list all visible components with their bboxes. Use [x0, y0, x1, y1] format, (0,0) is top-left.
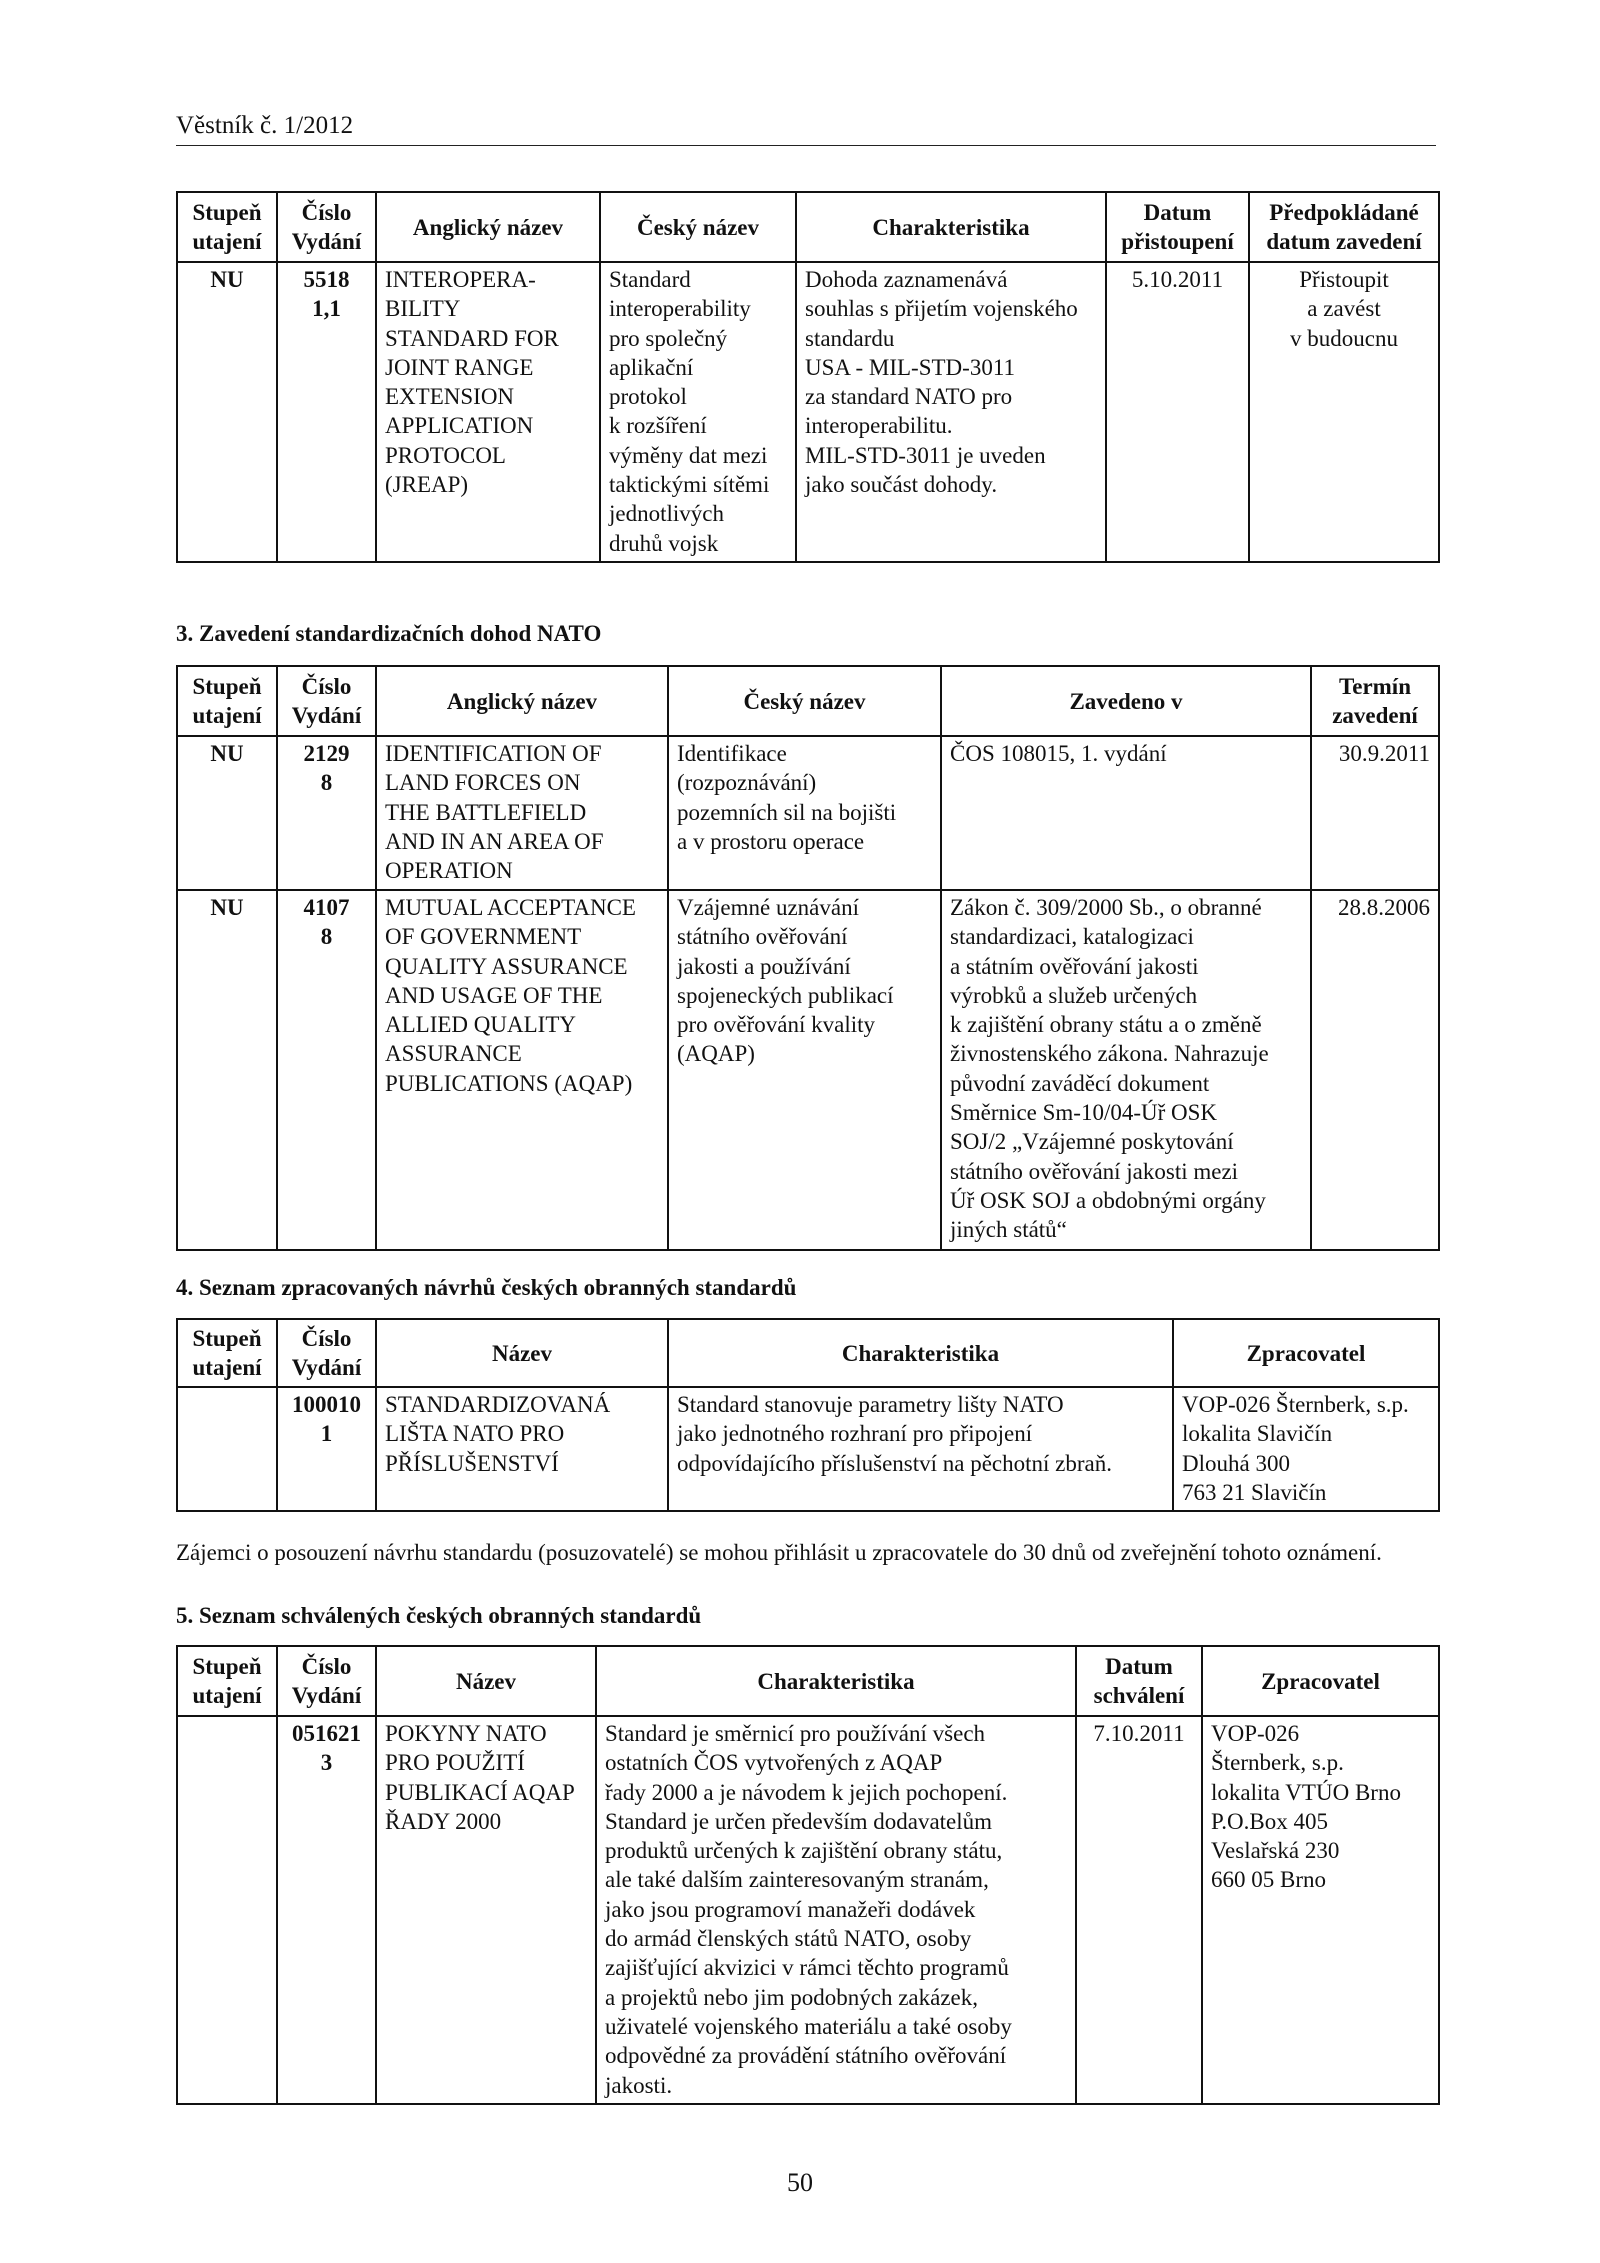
cell-stupen: NU: [177, 262, 277, 562]
table-row: [177, 262, 1439, 562]
cell-termin: 28.8.2006: [1311, 890, 1439, 1250]
table-row: [177, 1387, 1439, 1511]
col-header-stupen: Stupeň utajení: [177, 666, 277, 736]
table-row: [177, 1716, 1439, 2104]
table-header-row: [177, 192, 1439, 262]
col-header-nazev: Název: [376, 1319, 668, 1387]
implementation-table: [176, 665, 1440, 1251]
drafts-table: [176, 1318, 1440, 1512]
col-header-anglicky: Anglický název: [376, 666, 668, 736]
col-header-zpracovatel: Zpracovatel: [1202, 1646, 1439, 1716]
section-title-5: 5. Seznam schválených českých obranných standardů: [176, 1603, 702, 1628]
cell-cesky: Standard interoperability pro společný aplikační protokol k rozšíření výměny dat mezi taktickými sítěmi jednotlivých druhů vojsk: [600, 262, 796, 562]
cell-cesky: Identifikace (rozpoznávání) pozemních sil na bojišti a v prostoru operace: [668, 736, 941, 890]
col-header-termin: Termín zavedení: [1311, 666, 1439, 736]
page-number: 50: [787, 2168, 813, 2197]
cell-charakteristika: Standard je směrnicí pro používání všech ostatních ČOS vytvořených z AQAP řady 2000 a je návodem k jejich pochopení. Standard je určen především dodavatelům produktů určených k zajištění obrany státu, ale také dalším zainteresovaným stranám, jako jsou programoví manažeři dodávek do armád členských států NATO, osoby zajišťující akvizici v rámci těchto programů a projektů nebo jim podobných zakázek, uživatelé vojenského materiálu a také osoby odpovědné za provádění státního ověřování jakosti.: [596, 1716, 1076, 2104]
col-header-cislo: Číslo Vydání: [277, 666, 376, 736]
col-header-charakteristika: Charakteristika: [668, 1319, 1173, 1387]
col-header-datum-schvaleni: Datum schválení: [1076, 1646, 1202, 1716]
cell-charakteristika: Standard stanovuje parametry lišty NATO jako jednotného rozhraní pro připojení odpovídajícího příslušenství na pěchotní zbraň.: [668, 1387, 1173, 1511]
cell-stupen: [177, 1387, 277, 1511]
cell-zpracovatel: VOP-026 Šternberk, s.p. lokalita Slavičín Dlouhá 300 763 21 Slavičín: [1173, 1387, 1439, 1511]
section-title-4: 4. Seznam zpracovaných návrhů českých obranných standardů: [176, 1275, 797, 1300]
cell-stupen: NU: [177, 736, 277, 890]
cell-charakteristika: Dohoda zaznamenává souhlas s přijetím vojenského standardu USA - MIL-STD-3011 za standard NATO pro interoperabilitu. MIL-STD-3011 je uveden jako součást dohody.: [796, 262, 1106, 562]
col-header-stupen: Stupeň utajení: [177, 1646, 277, 1716]
table-row: [177, 736, 1439, 890]
cell-predpoklad: Přistoupit a zavést v budoucnu: [1249, 262, 1439, 562]
cell-stupen: NU: [177, 890, 277, 1250]
col-header-cesky: Český název: [668, 666, 941, 736]
cell-cislo: 051621 3: [277, 1716, 376, 2104]
table-header-row: [177, 666, 1439, 736]
col-header-nazev: Název: [376, 1646, 596, 1716]
page-header: Věstník č. 1/2012: [176, 112, 1436, 146]
cell-anglicky: IDENTIFICATION OF LAND FORCES ON THE BATTLEFIELD AND IN AN AREA OF OPERATION: [376, 736, 668, 890]
col-header-charakteristika: Charakteristika: [796, 192, 1106, 262]
col-header-zpracovatel: Zpracovatel: [1173, 1319, 1439, 1387]
col-header-stupen: Stupeň utajení: [177, 1319, 277, 1387]
table-row: [177, 890, 1439, 1250]
cell-anglicky: MUTUAL ACCEPTANCE OF GOVERNMENT QUALITY ASSURANCE AND USAGE OF THE ALLIED QUALITY ASSURANCE PUBLICATIONS (AQAP): [376, 890, 668, 1250]
accession-table: [176, 191, 1440, 563]
cell-datum: 7.10.2011: [1076, 1716, 1202, 2104]
approved-table: [176, 1645, 1440, 2105]
col-header-charakteristika: Charakteristika: [596, 1646, 1076, 1716]
col-header-cislo: Číslo Vydání: [277, 1646, 376, 1716]
cell-cislo: 2129 8: [277, 736, 376, 890]
col-header-datum: Datum přistoupení: [1106, 192, 1249, 262]
cell-anglicky: INTEROPERA- BILITY STANDARD FOR JOINT RANGE EXTENSION APPLICATION PROTOCOL (JREAP): [376, 262, 600, 562]
section-title-3: 3. Zavedení standardizačních dohod NATO: [176, 621, 602, 646]
cell-nazev: STANDARDIZOVANÁ LIŠTA NATO PRO PŘÍSLUŠENSTVÍ: [376, 1387, 668, 1511]
cell-nazev: POKYNY NATO PRO POUŽITÍ PUBLIKACÍ AQAP ŘADY 2000: [376, 1716, 596, 2104]
col-header-stupen: Stupeň utajení: [177, 192, 277, 262]
col-header-cislo: Číslo Vydání: [277, 1319, 376, 1387]
cell-zpracovatel: VOP-026 Šternberk, s.p. lokalita VTÚO Brno P.O.Box 405 Veslařská 230 660 05 Brno: [1202, 1716, 1439, 2104]
table-header-row: [177, 1646, 1439, 1716]
cell-stupen: [177, 1716, 277, 2104]
col-header-zavedeno: Zavedeno v: [941, 666, 1311, 736]
col-header-anglicky: Anglický název: [376, 192, 600, 262]
notice-text: Zájemci o posouzení návrhu standardu (posuzovatelé) se mohou přihlásit u zpracovatele do 30 dnů od zveřejnění tohoto oznámení.: [176, 1540, 1382, 1565]
cell-cislo: 100010 1: [277, 1387, 376, 1511]
cell-cislo: 4107 8: [277, 890, 376, 1250]
cell-cislo: 5518 1,1: [277, 262, 376, 562]
cell-cesky: Vzájemné uznávání státního ověřování jakosti a používání spojeneckých publikací pro ověřování kvality (AQAP): [668, 890, 941, 1250]
col-header-predpoklad: Předpokládané datum zavedení: [1249, 192, 1439, 262]
table-header-row: [177, 1319, 1439, 1387]
cell-datum: 5.10.2011: [1106, 262, 1249, 562]
col-header-cesky: Český název: [600, 192, 796, 262]
cell-termin: 30.9.2011: [1311, 736, 1439, 890]
cell-zavedeno: Zákon č. 309/2000 Sb., o obranné standardizaci, katalogizaci a státním ověřování jakosti výrobků a služeb určených k zajištění obrany státu a o změně živnostenského zákona. Nahrazuje původní zaváděcí dokument Směrnice Sm-10/04-Úř OSK SOJ/2 „Vzájemné poskytování státního ověřování jakosti mezi Úř OSK SOJ a obdobnými orgány jiných států“: [941, 890, 1311, 1250]
col-header-cislo: Číslo Vydání: [277, 192, 376, 262]
cell-zavedeno: ČOS 108015, 1. vydání: [941, 736, 1311, 890]
